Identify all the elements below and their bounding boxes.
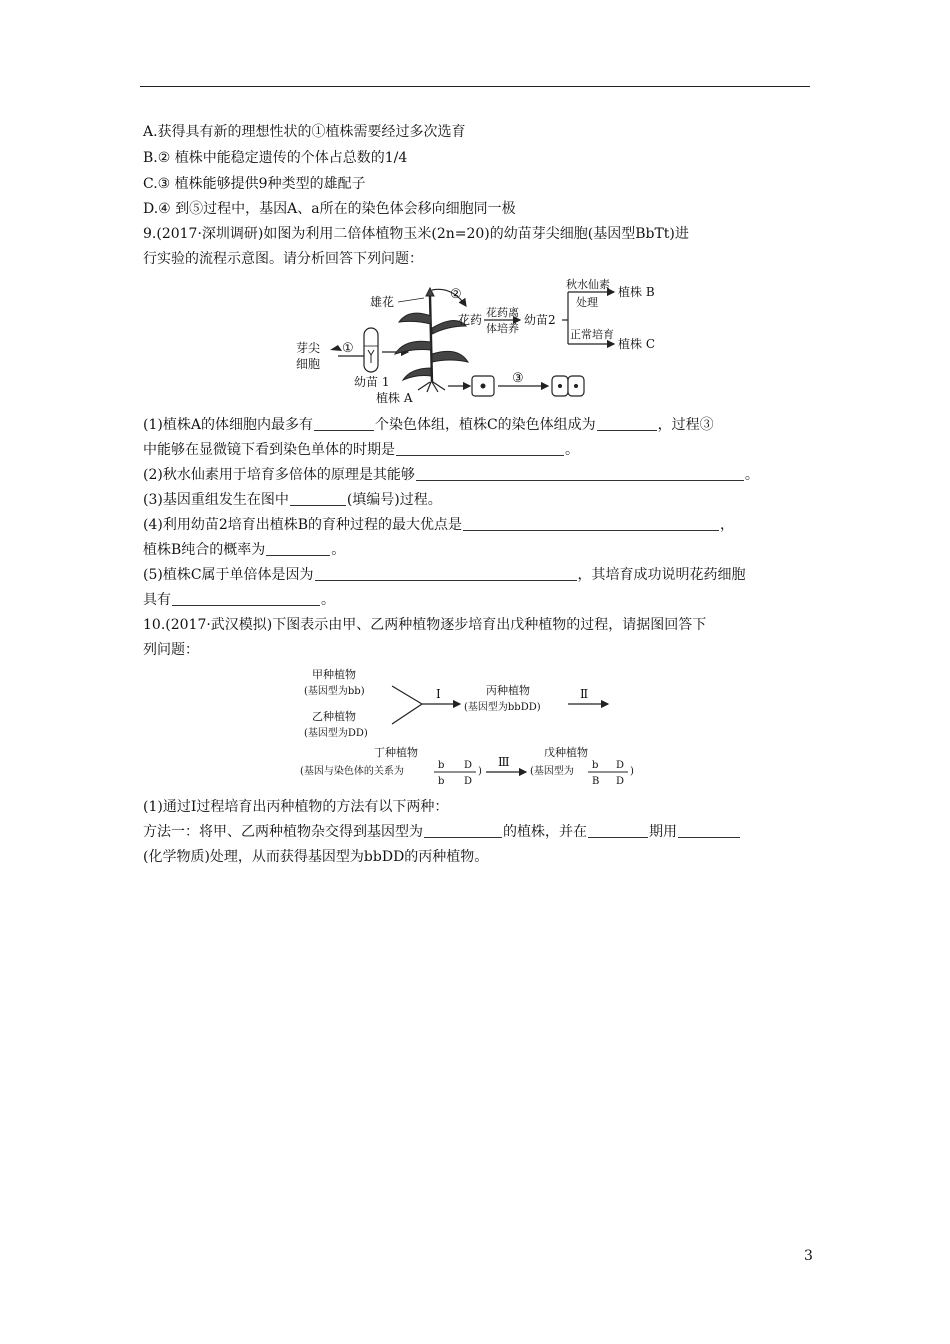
single-cell-icon <box>472 376 494 396</box>
allele-b-top: b <box>438 760 445 771</box>
label-colchicine: 秋水仙素 <box>566 278 610 291</box>
step-iii-label: Ⅲ <box>498 755 510 769</box>
label-anther-culture-bottom: 体培养 <box>486 322 519 335</box>
header-rule <box>140 86 810 87</box>
q9-part5-line2: 具有 。 <box>143 592 335 608</box>
label-plant-wu: 戊种植物 <box>544 746 588 759</box>
label-plant-b: 植株 B <box>618 285 655 299</box>
q9-part3: (3)基因重组发生在图中 (填编号)过程。 <box>143 492 442 508</box>
page-number: 3 <box>804 1248 813 1264</box>
label-seedling-2: 幼苗2 <box>524 313 556 327</box>
label-plant-ding: 丁种植物 <box>374 746 418 759</box>
q9-part5-line1: (5)植株C属于单倍体是因为 ，其培育成功说明花药细胞 <box>143 567 746 583</box>
q9-part2: (2)秋水仙素用于培育多倍体的原理是其能够 。 <box>143 467 759 483</box>
step-1-label: ① <box>342 341 354 356</box>
label-seedling-1: 幼苗 1 <box>354 375 390 389</box>
step-3-label: ③ <box>512 371 524 386</box>
q10-stem-line2: 列问题： <box>143 642 199 658</box>
label-treatment: 处理 <box>576 296 598 309</box>
label-anther-culture-top: 花药离 <box>486 306 519 319</box>
paren-close: ) <box>630 766 634 777</box>
q10-method1-line2: (化学物质)处理，从而获得基因型为bbDD的丙种植物。 <box>143 849 489 865</box>
label-plant-bing: 丙种植物 <box>486 684 530 697</box>
q9-part1-line1: (1)植株A的体细胞内最多有 个染色体组，植株C的染色体组成为 ，过程③ <box>143 417 714 433</box>
step-i-label: Ⅰ <box>436 687 441 701</box>
answer-blank[interactable] <box>314 416 374 431</box>
label-plant-c: 植株 C <box>618 337 655 351</box>
q10-method1-line1: 方法一：将甲、乙两种植物杂交得到基因型为 的植株，并在 期用 <box>143 822 741 842</box>
q9-stem-line1: 9.(2017·深圳调研)如图为利用二倍体植物玉米(2n=20)的幼苗芽尖细胞(基因型BbTt)进 <box>143 226 689 242</box>
q9-flow-diagram <box>280 276 680 412</box>
q9-part1-line2: 中能够在显微镜下看到染色单体的时期是 。 <box>143 442 579 458</box>
label-genotype-bb: (基因型为bb) <box>304 686 365 697</box>
allele-wu-B: B <box>592 776 600 787</box>
label-bud-tip: 芽尖 <box>296 341 321 355</box>
label-normal-culture: 正常培育 <box>570 328 614 341</box>
answer-blank[interactable] <box>396 441 564 456</box>
merge-bracket <box>392 686 422 724</box>
q10-part1: (1)通过Ⅰ过程培育出丙种植物的方法有以下两种： <box>143 799 449 815</box>
bud-tissue-icon <box>330 345 342 351</box>
allele-wu-D: D <box>616 776 625 787</box>
answer-blank[interactable] <box>463 516 719 531</box>
label-plant-a: 植株 A <box>376 391 413 405</box>
answer-blank[interactable] <box>290 491 346 506</box>
label-cells: 细胞 <box>296 357 321 371</box>
option-c: C.③ 植株能够提供9种类型的雄配子 <box>143 176 366 192</box>
option-b: B.② 植株中能稳定遗传的个体占总数的1/4 <box>143 150 408 166</box>
answer-blank[interactable] <box>266 541 330 556</box>
label-male-flower: 雄花 <box>370 295 395 309</box>
label-plant-yi: 乙种植物 <box>312 710 356 723</box>
test-tube-icon <box>364 328 378 372</box>
answer-blank[interactable] <box>588 823 648 838</box>
q9-stem-line2: 行实验的流程示意图。请分析回答下列问题： <box>143 251 423 267</box>
answer-blank[interactable] <box>678 823 740 838</box>
allele-d-top: D <box>464 760 473 771</box>
allele-wu-d: D <box>616 760 625 771</box>
option-a: A.获得具有新的理想性状的①植株需要经过多次选育 <box>143 124 466 140</box>
option-d: D.④ 到⑤过程中，基因A、a所在的染色体会移向细胞同一极 <box>143 201 516 217</box>
label-gene-chromosome-relation: (基因与染色体的关系为 <box>300 766 404 777</box>
label-genotype-dd: (基因型为DD) <box>304 728 368 739</box>
label-genotype-of-wu: (基因型为 <box>530 766 574 777</box>
allele-wu-b: b <box>592 760 599 771</box>
corn-plant-icon <box>395 288 468 392</box>
allele-d-bottom: D <box>464 776 473 787</box>
q10-breeding-diagram <box>300 664 660 790</box>
answer-blank[interactable] <box>172 591 320 606</box>
label-genotype-bbdd: (基因型为bbDD) <box>464 702 541 713</box>
q9-part4-line2: 植株B纯合的概率为 。 <box>143 542 346 558</box>
allele-b-bottom: b <box>438 776 445 787</box>
divided-cells-icon <box>552 376 584 396</box>
step-ii-label: Ⅱ <box>580 687 589 701</box>
answer-blank[interactable] <box>315 566 577 581</box>
answer-blank[interactable] <box>597 416 657 431</box>
paren-close: ) <box>478 766 482 777</box>
label-plant-jia: 甲种植物 <box>312 668 356 681</box>
label-anther: 花药 <box>458 313 483 327</box>
answer-blank[interactable] <box>424 823 502 838</box>
q10-stem-line1: 10.(2017·武汉模拟)下图表示由甲、乙两种植物逐步培育出戊种植物的过程，请据图回答下 <box>143 617 707 633</box>
answer-blank[interactable] <box>416 466 744 481</box>
q9-part4-line1: (4)利用幼苗2培育出植株B的育种过程的最大优点是 ， <box>143 517 735 533</box>
step-2-label: ② <box>450 287 462 302</box>
